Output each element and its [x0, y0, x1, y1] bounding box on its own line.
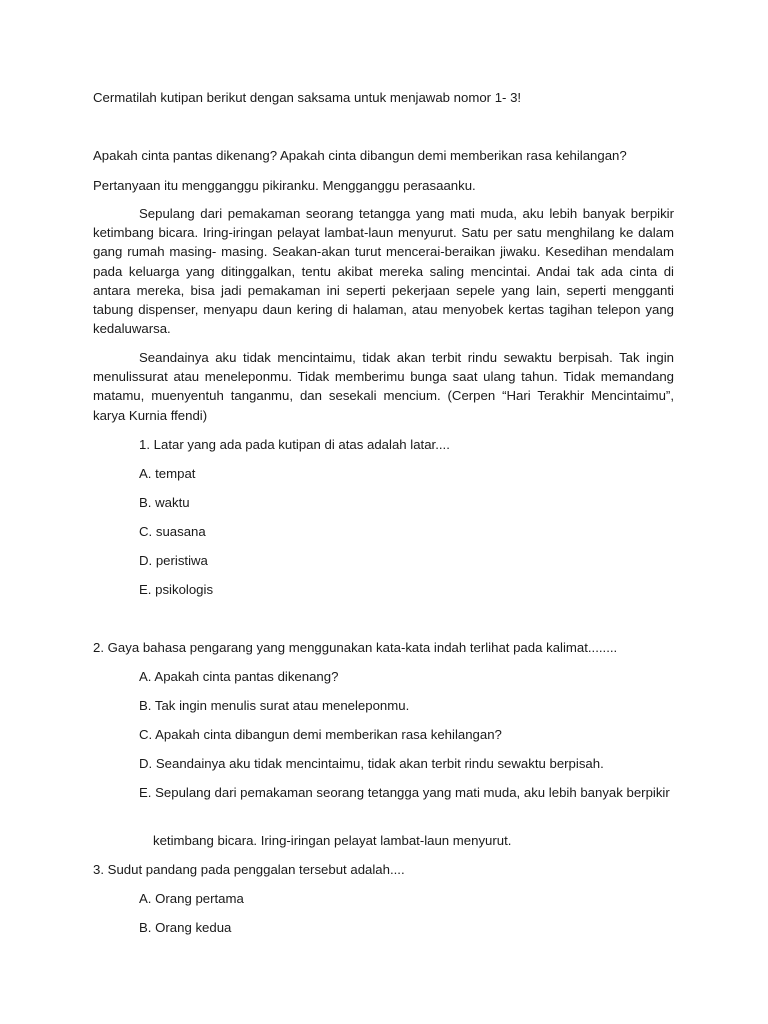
- q1-option-b: B. waktu: [139, 495, 190, 510]
- story-paragraph-1: Sepulang dari pemakaman seorang tetangga yang mati muda, aku lebih banyak berpikir ketimbang bicara. Iring-iringan pelayat lambat-laun menyurut. Satu per satu menghilang ke dalam gang rumah masing- masing. Seakan-akan turut mencerai-beraikan jiwaku. Kesedihan mendalam pada keluarga yang ditinggalkan, tentu akibat mereka saling mencintai. Andai tak ada cinta di antara mereka, bisa jadi pemakaman ini seperti pekerjaan sepele yang lain, seperti mengganti tabung dispenser, menyapu daun kering di halaman, atau menyobek kertas tagihan telepon yang kedaluwarsa.: [93, 206, 674, 337]
- q2-option-e: E. Sepulang dari pemakaman seorang tetangga yang mati muda, aku lebih banyak berpikir: [139, 785, 670, 800]
- q1-option-d: D. peristiwa: [139, 553, 208, 568]
- question-2: 2. Gaya bahasa pengarang yang menggunakan kata-kata indah terlihat pada kalimat........: [93, 640, 618, 655]
- question-3: 3. Sudut pandang pada penggalan tersebut adalah....: [93, 862, 405, 877]
- q2-option-d: D. Seandainya aku tidak mencintaimu, tidak akan terbit rindu sewaktu berpisah.: [139, 756, 604, 771]
- q1-option-e: E. psikologis: [139, 582, 214, 597]
- q1-option-c: C. suasana: [139, 524, 206, 539]
- question-1: 1. Latar yang ada pada kutipan di atas adalah latar....: [139, 437, 450, 452]
- q2-option-e-continuation: ketimbang bicara. Iring-iringan pelayat lambat-laun menyurut.: [153, 833, 512, 848]
- q2-option-c: C. Apakah cinta dibangun demi memberikan rasa kehilangan?: [139, 727, 502, 742]
- q2-option-b: B. Tak ingin menulis surat atau meneleponmu.: [139, 698, 410, 713]
- q2-option-a: A. Apakah cinta pantas dikenang?: [139, 669, 339, 684]
- intro-line-2: Pertanyaan itu mengganggu pikiranku. Mengganggu perasaanku.: [93, 178, 476, 193]
- q3-option-a: A. Orang pertama: [139, 891, 244, 906]
- q1-option-a: A. tempat: [139, 466, 196, 481]
- instruction-text: Cermatilah kutipan berikut dengan saksama untuk menjawab nomor 1- 3!: [93, 90, 522, 105]
- intro-line-1: Apakah cinta pantas dikenang? Apakah cinta dibangun demi memberikan rasa kehilangan?: [93, 148, 627, 163]
- q3-option-b: B. Orang kedua: [139, 920, 232, 935]
- story-paragraph-2: Seandainya aku tidak mencintaimu, tidak akan terbit rindu sewaktu berpisah. Tak ingin menulissurat atau meneleponmu. Tidak memberimu bunga saat ulang tahun. Tidak memandang matamu, muenyentuh tanganmu, dan sesekali mencium. (Cerpen “Hari Terakhir Mencintaimu”, karya Kurnia ffendi): [93, 350, 674, 423]
